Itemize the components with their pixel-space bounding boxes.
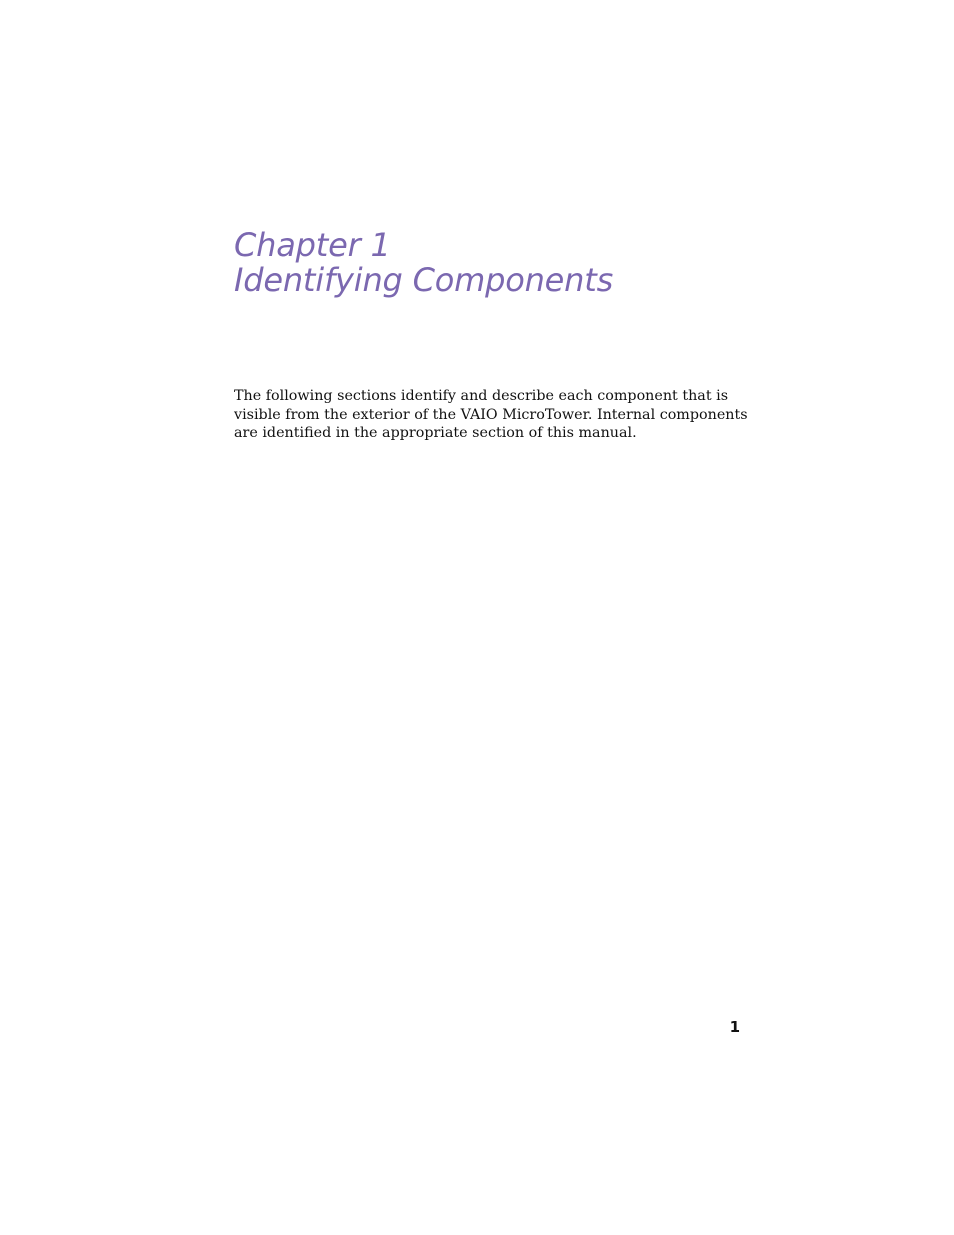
page-number: 1 (729, 1018, 740, 1036)
chapter-number: Chapter 1 (234, 226, 391, 264)
intro-line: visible from the exterior of the VAIO MicroTower. Internal components (234, 406, 748, 423)
chapter-title: Identifying Components (234, 261, 614, 299)
intro-line: are identified in the appropriate section of this manual. (234, 425, 637, 441)
chapter-heading (234, 228, 613, 298)
intro-line: The following sections identify and describe each component that is (234, 388, 729, 404)
intro-paragraph (234, 387, 748, 443)
